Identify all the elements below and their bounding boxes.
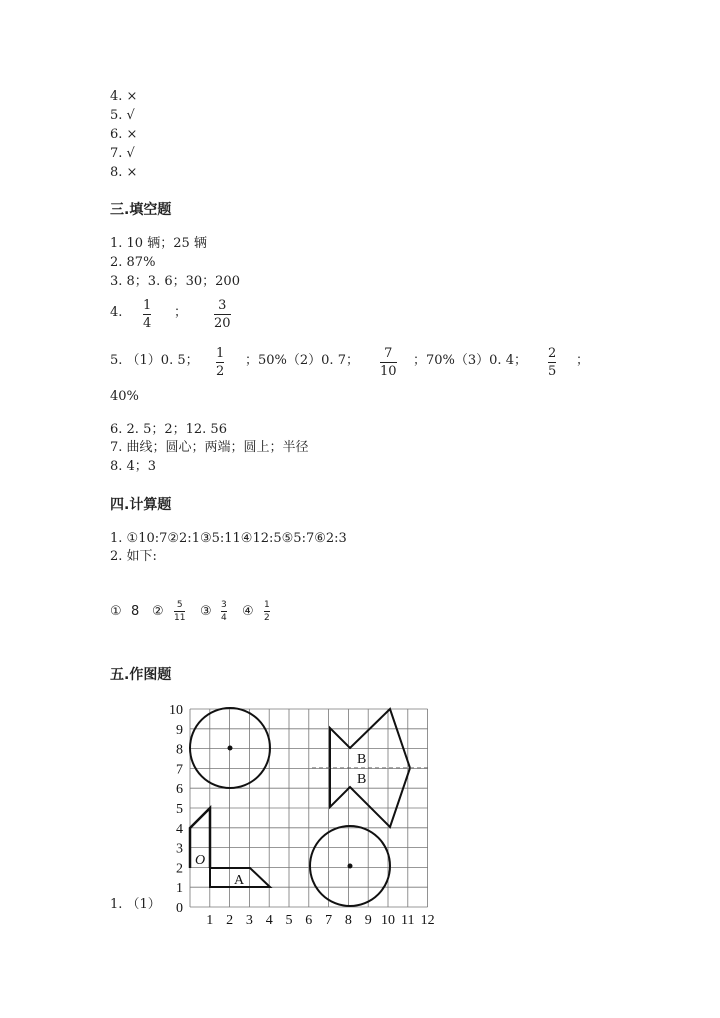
numerator: 1 — [216, 346, 225, 361]
denominator: 5 — [548, 364, 557, 379]
fill-answer-5-mid1: ；50%（2）0. 7； — [245, 353, 359, 368]
y-tick-label: 9 — [176, 722, 183, 738]
x-tick-label: 5 — [285, 913, 293, 928]
section-4-title: 四.计算题 — [110, 497, 172, 513]
x-tick-label: 2 — [226, 913, 234, 928]
x-tick-label: 3 — [245, 913, 253, 928]
fill-answer-5-label: 5. （1）0. 5； — [110, 353, 199, 368]
judge-answer-8: 8. × — [110, 165, 138, 180]
y-tick-label: 0 — [176, 901, 183, 916]
judge-answer-4: 4. × — [110, 89, 138, 104]
section-5-title: 五.作图题 — [110, 667, 172, 683]
circled-1: ① — [110, 604, 122, 619]
numerator: 5 — [176, 600, 183, 610]
numerator: 7 — [384, 346, 393, 361]
answer-value-1: 8 — [131, 604, 140, 619]
y-tick-label: 7 — [176, 762, 183, 778]
separator: ； — [174, 305, 188, 320]
circled-4: ④ — [242, 604, 254, 619]
coordinate-grid-figure — [160, 698, 450, 930]
denominator: 20 — [214, 316, 231, 331]
y-tick-label: 3 — [176, 841, 183, 857]
shape-b-bottom — [330, 768, 410, 827]
judge-answer-7: 7. √ — [110, 146, 135, 161]
y-tick-label: 2 — [176, 861, 183, 877]
fraction-seven-tenths — [380, 346, 397, 379]
x-tick-label: 9 — [364, 913, 372, 928]
circled-2: ② — [152, 604, 164, 619]
fraction-five-elevenths — [174, 600, 185, 623]
numerator: 3 — [218, 298, 227, 313]
denominator: 10 — [380, 364, 397, 379]
circle-bottom-right-center — [348, 864, 353, 869]
circled-3: ③ — [200, 604, 212, 619]
judge-answer-6: 6. × — [110, 127, 138, 142]
fill-answer-8: 8. 4；3 — [110, 459, 157, 474]
drawing-question-label: 1. （1） — [110, 897, 161, 912]
y-tick-label: 5 — [176, 802, 183, 817]
calc-answer-1: 1. ①10:7②2:1③5:11④12:5⑤5:7⑥2:3 — [110, 531, 347, 546]
fill-answer-7: 7. 曲线；圆心；两端；圆上；半径 — [110, 440, 309, 455]
fraction-two-fifths — [548, 346, 556, 379]
x-tick-label: 4 — [265, 913, 273, 928]
y-tick-label: 8 — [176, 742, 183, 758]
y-tick-label: 6 — [176, 782, 183, 798]
fraction-one-quarter — [143, 298, 151, 331]
y-tick-label: 10 — [169, 703, 183, 718]
denominator: 2 — [216, 364, 225, 379]
x-tick-label: 11 — [401, 913, 415, 928]
calc-answer-2: 2. 如下: — [110, 549, 157, 564]
fraction-one-half-small — [264, 600, 270, 623]
label-a: A — [234, 873, 245, 888]
fraction-three-quarters — [221, 600, 227, 623]
y-tick-label: 1 — [176, 881, 183, 897]
denominator: 4 — [143, 316, 152, 331]
x-tick-label: 12 — [420, 913, 435, 928]
numerator: 2 — [548, 346, 557, 361]
section-3-title: 三.填空题 — [110, 202, 172, 218]
fill-answer-2: 2. 87% — [110, 255, 156, 270]
judge-answer-5: 5. √ — [110, 108, 135, 123]
y-tick-label: 4 — [176, 821, 183, 837]
circle-top-left-center — [228, 746, 233, 751]
fill-answer-6: 6. 2. 5；2；12. 56 — [110, 422, 227, 437]
x-tick-label: 8 — [344, 913, 352, 928]
numerator: 1 — [264, 600, 270, 610]
label-b-top: B — [357, 752, 367, 767]
numerator: 1 — [143, 298, 152, 313]
fill-answer-3: 3. 8；3. 6；30；200 — [110, 274, 240, 289]
x-tick-label: 6 — [305, 913, 313, 928]
fill-answer-5-continued: 40% — [110, 389, 139, 404]
x-tick-label: 7 — [325, 913, 333, 928]
denominator: 2 — [264, 613, 270, 623]
fraction-one-half — [216, 346, 224, 379]
fill-answer-5-end: ； — [576, 353, 590, 368]
fill-answer-4-label: 4. — [110, 305, 123, 320]
denominator: 11 — [174, 613, 186, 623]
fraction-three-twentieths — [214, 298, 231, 331]
fill-answer-5-mid2: ；70%（3）0. 4； — [413, 353, 527, 368]
numerator: 3 — [221, 600, 227, 610]
grid-lines — [190, 709, 428, 907]
x-tick-label: 10 — [381, 913, 395, 928]
shape-b-top — [330, 709, 410, 768]
fill-answer-1: 1. 10 辆；25 辆 — [110, 236, 207, 251]
denominator: 4 — [221, 613, 227, 623]
label-o: O — [195, 853, 206, 868]
label-b-bottom: B — [357, 772, 367, 787]
x-tick-label: 1 — [206, 913, 214, 928]
